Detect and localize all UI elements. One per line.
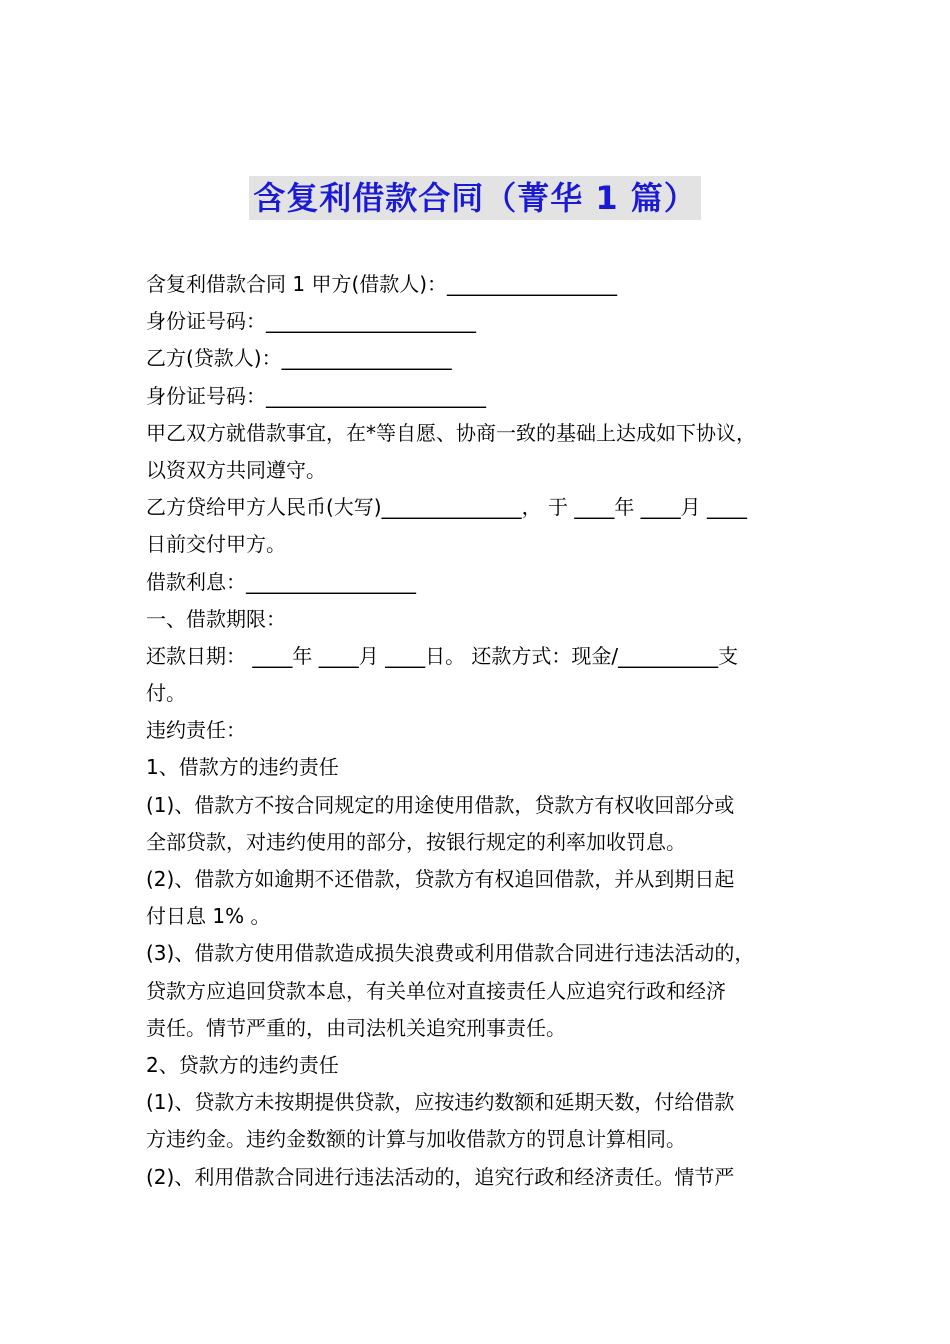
section-heading: 一、借款期限：	[146, 606, 286, 631]
text-line: (2)、利用借款合同进行违法活动的，追究行政和经济责任。情节严	[146, 1164, 735, 1189]
text-line: 乙方贷给甲方人民币(大写)______________， 于 ____年 ____月 ____	[146, 495, 748, 520]
text-line-id-b: 身份证号码：______________________	[146, 383, 486, 408]
text-line: (2)、借款方如逾期不还借款，贷款方有权追回借款，并从到期日起	[146, 867, 735, 891]
text-line: 方违约金。违约金数额的计算与加收借款方的罚息计算相同。	[146, 1127, 686, 1152]
text-line-party-b: 乙方(贷款人)：_________________	[146, 346, 452, 371]
text-line: (1)、借款方不按合同规定的用途使用借款，贷款方有权收回部分或	[146, 792, 735, 817]
subsection-heading: 2、贷款方的违约责任	[146, 1052, 339, 1077]
text-line: (3)、借款方使用借款造成损失浪费或利用借款合同进行违法活动的，	[146, 941, 755, 966]
text-line-id-a: 身份证号码：_____________________	[146, 309, 476, 334]
text-line-interest: 借款利息：_________________	[146, 569, 416, 594]
subsection-heading: 1、借款方的违约责任	[146, 755, 339, 780]
text-line: 还款日期： ____年 ____月 ____日。 还款方式：现金/__________支	[146, 643, 739, 668]
text-line: 责任。情节严重的，由司法机关追究刑事责任。	[146, 1015, 566, 1040]
document-title: 含复利借款合同（菁华 1 篇）	[249, 176, 701, 220]
text-line-party-a: 含复利借款合同 1 甲方(借款人)：_________________	[146, 272, 618, 296]
text-line: 付日息 1% 。	[146, 904, 271, 929]
title-container	[0, 176, 950, 220]
text-line: (1)、贷款方未按期提供贷款，应按违约数额和延期天数，付给借款	[146, 1090, 735, 1115]
section-heading: 违约责任：	[146, 718, 246, 743]
text-line: 以资双方共同遵守。	[146, 457, 326, 482]
text-line: 贷款方应追回贷款本息，有关单位对直接责任人应追究行政和经济	[146, 978, 726, 1003]
text-line: 全部贷款，对违约使用的部分，按银行规定的利率加收罚息。	[146, 829, 686, 854]
text-line: 甲乙双方就借款事宜，在*等自愿、协商一致的基础上达成如下协议，	[146, 420, 756, 445]
text-line: 付。	[146, 681, 186, 706]
document-body	[146, 266, 814, 1196]
text-line: 日前交付甲方。	[146, 532, 286, 557]
